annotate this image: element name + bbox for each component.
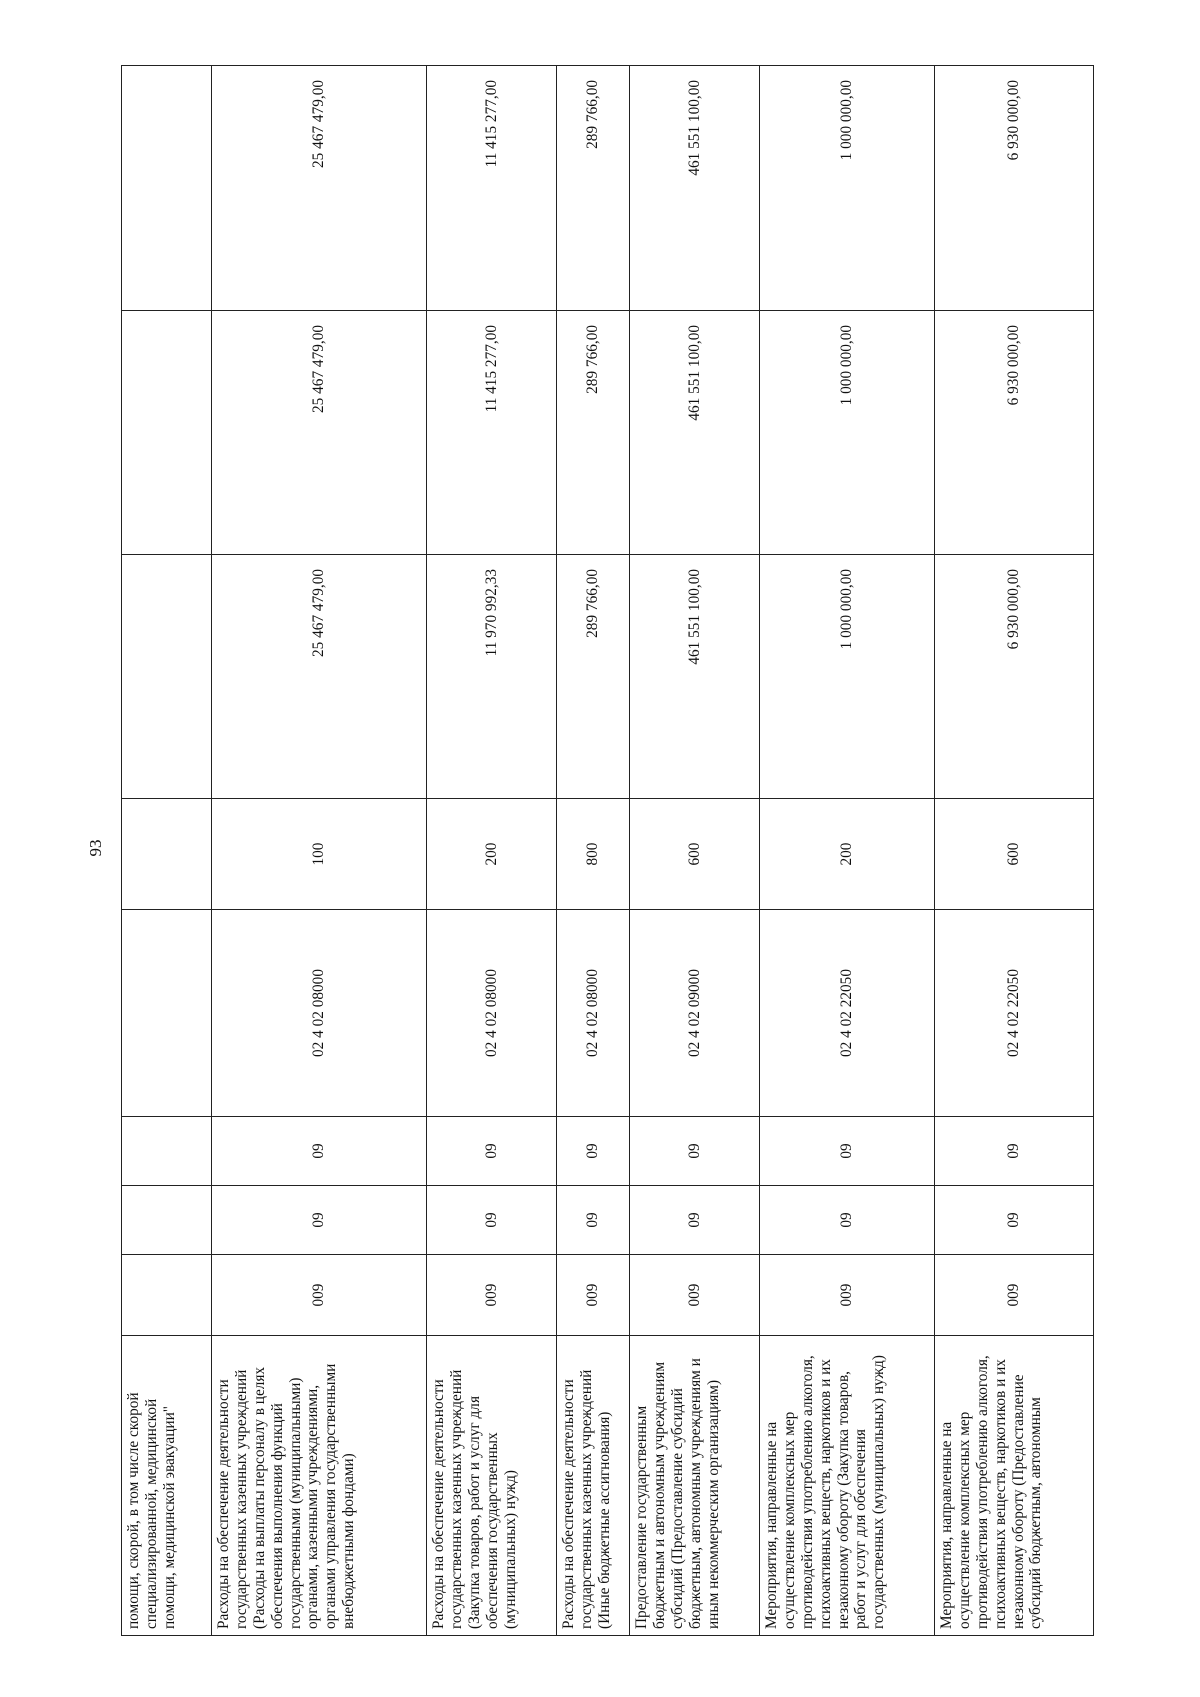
ministry-code-cell xyxy=(122,1255,212,1336)
table-row xyxy=(630,66,760,1636)
amount-year-2-cell: 461 551 100,00 xyxy=(630,311,760,555)
table-row xyxy=(557,66,630,1636)
expense-type-cell: 200 xyxy=(427,799,557,910)
description-cell: Предоставление государственным бюджетным и автономным учреждениям субсидий (Предоставление субсидий бюджетным, автономным учреждениям и иным некоммерческим организациям) xyxy=(630,1336,760,1636)
target-article-cell: 02 4 02 08000 xyxy=(427,910,557,1117)
section-code-cell: 09 xyxy=(557,1186,630,1255)
table-row xyxy=(935,66,1094,1636)
ministry-code-cell: 009 xyxy=(935,1255,1094,1336)
target-article-cell: 02 4 02 09000 xyxy=(630,910,760,1117)
amount-year-2-cell: 289 766,00 xyxy=(557,311,630,555)
target-article-cell: 02 4 02 08000 xyxy=(212,910,427,1117)
description-cell: Расходы на обеспечение деятельности государственных казенных учреждений (Иные бюджетные ассигнования) xyxy=(557,1336,630,1636)
amount-year-3-cell xyxy=(122,66,212,311)
table-row xyxy=(427,66,557,1636)
section-code-cell: 09 xyxy=(935,1186,1094,1255)
amount-year-2-cell xyxy=(122,311,212,555)
section-code-cell: 09 xyxy=(760,1186,935,1255)
amount-year-3-cell: 461 551 100,00 xyxy=(630,66,760,311)
subsection-code-cell xyxy=(122,1117,212,1186)
amount-year-2-cell: 1 000 000,00 xyxy=(760,311,935,555)
expense-type-cell: 600 xyxy=(935,799,1094,910)
section-code-cell xyxy=(122,1186,212,1255)
ministry-code-cell: 009 xyxy=(760,1255,935,1336)
table-row xyxy=(760,66,935,1636)
section-code-cell: 09 xyxy=(427,1186,557,1255)
subsection-code-cell: 09 xyxy=(630,1117,760,1186)
amount-year-1-cell xyxy=(122,555,212,799)
ministry-code-cell: 009 xyxy=(212,1255,427,1336)
section-code-cell: 09 xyxy=(212,1186,427,1255)
amount-year-1-cell: 1 000 000,00 xyxy=(760,555,935,799)
amount-year-2-cell: 6 930 000,00 xyxy=(935,311,1094,555)
amount-year-1-cell: 6 930 000,00 xyxy=(935,555,1094,799)
table-row xyxy=(122,66,212,1636)
target-article-cell: 02 4 02 22050 xyxy=(935,910,1094,1117)
target-article-cell: 02 4 02 22050 xyxy=(760,910,935,1117)
amount-year-3-cell: 11 415 277,00 xyxy=(427,66,557,311)
subsection-code-cell: 09 xyxy=(557,1117,630,1186)
description-cell: Мероприятия, направленные на осуществление комплексных мер противодействия употреблению алкоголя, психоактивных веществ, наркотиков и их незаконному обороту (Предоставление субсидий бюджетным, автономным xyxy=(935,1336,1094,1636)
section-code-cell: 09 xyxy=(630,1186,760,1255)
description-cell: Расходы на обеспечение деятельности государственных казенных учреждений (Закупка товаров, работ и услуг для обеспечения государственных (муниципальных) нужд) xyxy=(427,1336,557,1636)
amount-year-1-cell: 289 766,00 xyxy=(557,555,630,799)
amount-year-1-cell: 461 551 100,00 xyxy=(630,555,760,799)
subsection-code-cell: 09 xyxy=(760,1117,935,1186)
ministry-code-cell: 009 xyxy=(427,1255,557,1336)
budget-table xyxy=(121,65,1094,1636)
amount-year-1-cell: 11 970 992,33 xyxy=(427,555,557,799)
target-article-cell: 02 4 02 08000 xyxy=(557,910,630,1117)
rotated-table-container xyxy=(121,66,1093,1636)
expense-type-cell: 200 xyxy=(760,799,935,910)
amount-year-1-cell: 25 467 479,00 xyxy=(212,555,427,799)
amount-year-3-cell: 289 766,00 xyxy=(557,66,630,311)
expense-type-cell: 600 xyxy=(630,799,760,910)
subsection-code-cell: 09 xyxy=(212,1117,427,1186)
amount-year-3-cell: 6 930 000,00 xyxy=(935,66,1094,311)
description-cell: помощи, скорой, в том числе скорой специализированной, медицинской помощи, медицинской эвакуации" xyxy=(122,1336,212,1636)
ministry-code-cell: 009 xyxy=(557,1255,630,1336)
target-article-cell xyxy=(122,910,212,1117)
description-cell: Расходы на обеспечение деятельности государственных казенных учреждений (Расходы на выплаты персоналу в целях обеспечения выполнения функций государственными (муниципальными) органами, казенными учреждениями, органами управления государственными внебюджетными фондами) xyxy=(212,1336,427,1636)
expense-type-cell xyxy=(122,799,212,910)
amount-year-2-cell: 11 415 277,00 xyxy=(427,311,557,555)
page-number: 93 xyxy=(86,839,105,857)
expense-type-cell: 100 xyxy=(212,799,427,910)
subsection-code-cell: 09 xyxy=(427,1117,557,1186)
table-row xyxy=(212,66,427,1636)
expense-type-cell: 800 xyxy=(557,799,630,910)
amount-year-2-cell: 25 467 479,00 xyxy=(212,311,427,555)
ministry-code-cell: 009 xyxy=(630,1255,760,1336)
subsection-code-cell: 09 xyxy=(935,1117,1094,1186)
amount-year-3-cell: 25 467 479,00 xyxy=(212,66,427,311)
amount-year-3-cell: 1 000 000,00 xyxy=(760,66,935,311)
description-cell: Мероприятия, направленные на осуществление комплексных мер противодействия употреблению алкоголя, психоактивных веществ, наркотиков и их незаконному обороту (Закупка товаров, работ и услуг для обеспечения государственных (муниципальных) нужд) xyxy=(760,1336,935,1636)
